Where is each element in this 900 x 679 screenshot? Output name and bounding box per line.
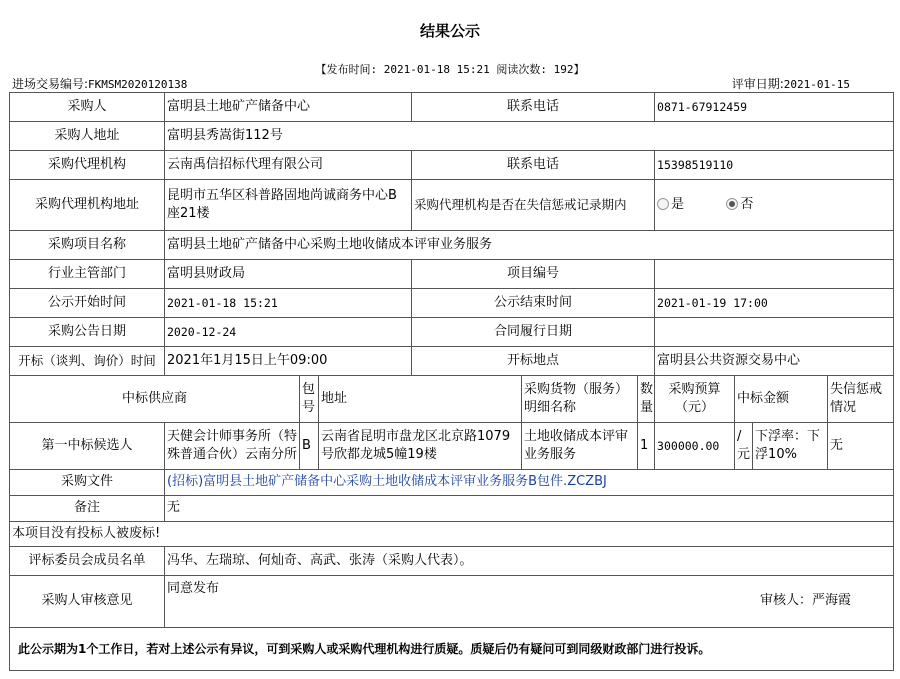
notice-text: 此公示期为1个工作日，若对上述公示有异议，可到采购人或采购代理机构进行质疑。质疑后仍有疑问可到同级财政部门进行投诉。 <box>10 628 894 671</box>
open-place-value: 富明县公共资源交易中心 <box>655 347 894 376</box>
file-label: 采购文件 <box>10 470 165 496</box>
winner-dishonest: 无 <box>828 423 894 470</box>
agency-phone-value: 15398519110 <box>655 151 894 180</box>
start-time-label: 公示开始时间 <box>10 289 165 318</box>
trade-code-value: FKMSM2020120138 <box>88 78 188 91</box>
announce-date-label: 采购公告日期 <box>10 318 165 347</box>
col-supplier: 中标供应商 <box>10 376 300 423</box>
purchaser-value: 富明县土地矿产储备中心 <box>165 93 412 122</box>
result-table <box>9 92 894 671</box>
winner-address: 云南省昆明市盘龙区北京路1079号欣都龙城5幢19楼 <box>319 423 522 470</box>
committee-value: 冯华、左瑞琼、何灿奇、高武、张涛（采购人代表）。 <box>165 547 894 576</box>
winner-package: B <box>300 423 319 470</box>
project-name-value: 富明县土地矿产储备中心采购土地收储成本评审业务服务 <box>165 231 894 260</box>
col-address: 地址 <box>319 376 522 423</box>
meta-suffix: 】 <box>573 63 585 76</box>
open-time-label: 开标（谈判、询价）时间 <box>10 347 165 376</box>
winner-item: 土地收储成本评审业务服务 <box>522 423 638 470</box>
dishonest-options <box>655 180 894 231</box>
winner-budget: 300000.00 <box>655 423 735 470</box>
purchaser-label: 采购人 <box>10 93 165 122</box>
purchaser-phone-value: 0871-67912459 <box>655 93 894 122</box>
radio-yes[interactable] <box>657 198 669 210</box>
table-row <box>10 423 894 470</box>
col-package: 包号 <box>300 376 319 423</box>
winner-rank: 第一中标候选人 <box>10 423 165 470</box>
page-title: 结果公示 <box>419 22 480 40</box>
review-date-value: 2021-01-15 <box>783 78 850 91</box>
contract-date-value <box>655 318 894 347</box>
trade-code <box>12 75 187 92</box>
winner-amount: 下浮率：下浮10% <box>753 423 828 470</box>
project-name-label: 采购项目名称 <box>10 231 165 260</box>
remark-label: 备注 <box>10 496 165 522</box>
project-no-value <box>655 260 894 289</box>
purchaser-addr-label: 采购人地址 <box>10 122 165 151</box>
col-item: 采购货物（服务）明细名称 <box>522 376 638 423</box>
agency-phone-label: 联系电话 <box>412 151 655 180</box>
agency-addr-label: 采购代理机构地址 <box>10 180 165 231</box>
open-time-value: 2021年1月15日上午09:00 <box>165 347 412 376</box>
start-time-value: 2021-01-18 15:21 <box>165 289 412 318</box>
winner-qty: 1 <box>638 423 655 470</box>
dishonest-question: 采购代理机构是否在失信惩戒记录期内 <box>412 180 655 231</box>
agency-label: 采购代理机构 <box>10 151 165 180</box>
col-budget: 采购预算（元） <box>655 376 735 423</box>
no-void-note: 本项目没有投标人被废标! <box>10 522 894 547</box>
radio-yes-label: 是 <box>671 196 685 212</box>
radio-no-label: 否 <box>740 196 754 212</box>
contract-date-label: 合同履行日期 <box>412 318 655 347</box>
radio-no[interactable] <box>726 198 738 210</box>
reviewer: 审核人：严海霞 <box>760 593 852 608</box>
opinion-value: 同意发布 <box>167 581 220 596</box>
end-time-value: 2021-01-19 17:00 <box>655 289 894 318</box>
purchaser-phone-label: 联系电话 <box>412 93 655 122</box>
dept-label: 行业主管部门 <box>10 260 165 289</box>
agency-value: 云南禹信招标代理有限公司 <box>165 151 412 180</box>
opinion-label: 采购人审核意见 <box>10 576 165 628</box>
opinion-cell <box>165 576 894 628</box>
read-count: 192 <box>553 63 574 76</box>
purchase-file-link[interactable]: (招标)富明县土地矿产储备中心采购土地收储成本评审业务服务B包件.ZCZBJ <box>167 474 607 490</box>
winner-supplier: 天健会计师事务所（特殊普通合伙）云南分所 <box>165 423 300 470</box>
remark-value: 无 <box>165 496 894 522</box>
publish-time: 2021-01-18 15:21 <box>383 63 490 76</box>
dept-value: 富明县财政局 <box>165 260 412 289</box>
agency-addr-value: 昆明市五华区科普路固地尚诚商务中心B座21楼 <box>165 180 412 231</box>
meta-prefix: 【发布时间: <box>315 63 378 76</box>
winner-amount-unit: /元 <box>735 423 753 470</box>
trade-code-label: 进场交易编号: <box>12 77 89 91</box>
project-no-label: 项目编号 <box>412 260 655 289</box>
open-place-label: 开标地点 <box>412 347 655 376</box>
col-dishonest: 失信惩戒情况 <box>828 376 894 423</box>
purchaser-addr-value: 富明县秀嵩街112号 <box>165 122 894 151</box>
review-date <box>732 75 850 92</box>
review-date-label: 评审日期: <box>731 77 784 91</box>
col-qty: 数量 <box>638 376 655 423</box>
col-amount: 中标金额 <box>735 376 828 423</box>
read-count-label: 阅读次数: <box>496 63 547 76</box>
committee-label: 评标委员会成员名单 <box>10 547 165 576</box>
end-time-label: 公示结束时间 <box>412 289 655 318</box>
announce-date-value: 2020-12-24 <box>165 318 412 347</box>
